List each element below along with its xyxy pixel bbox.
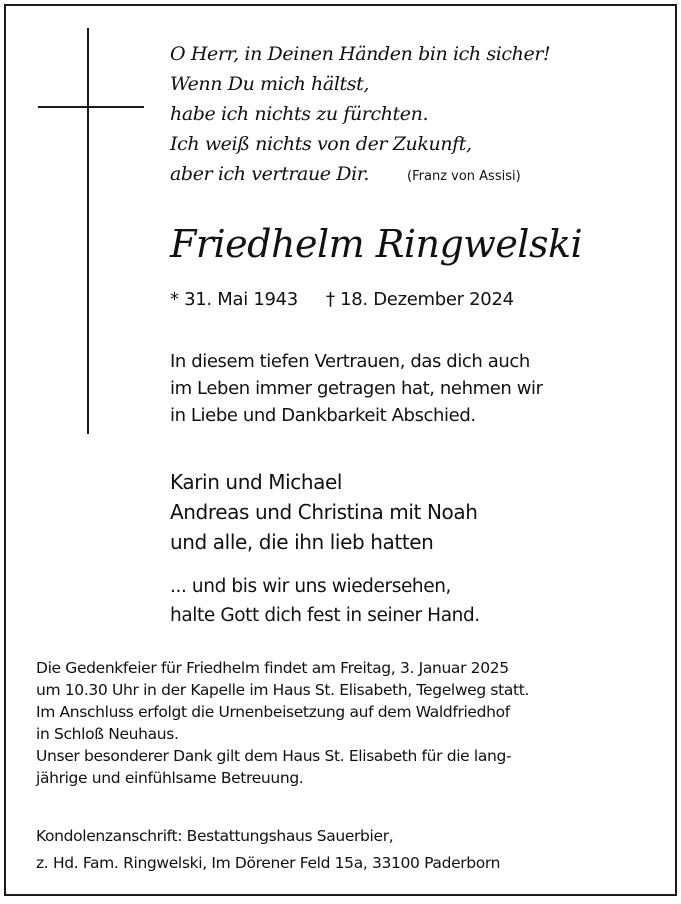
birth-date: * 31. Mai 1943 [170,289,298,310]
farewell-line: im Leben immer getragen hat, nehmen wir [170,378,543,399]
poem-line: Ich weiß nichts von der Zukunft, [170,133,472,155]
poem-line: O Herr, in Deinen Händen bin ich sicher! [170,43,551,65]
poem-line: Wenn Du mich hältst, [170,73,369,95]
death-date: † 18. Dezember 2024 [325,289,514,310]
condolence-line: z. Hd. Fam. Ringwelski, Im Dörener Feld 15a, 33100 Paderborn [36,854,501,872]
closing-verse [170,572,480,630]
ceremony-line: Im Anschluss erfolgt die Urnenbeisetzung auf dem Waldfriedhof [36,703,510,721]
mourner-line: Karin und Michael [170,470,343,494]
farewell-line: In diesem tiefen Vertrauen, das dich auch [170,351,530,372]
cross-vertical-bar [87,28,89,434]
condolence-address [36,823,500,877]
farewell-text [170,348,543,429]
deceased-name: Friedhelm Ringwelski [170,222,583,266]
condolence-line: Kondolenzanschrift: Bestattungshaus Sauerbier, [36,827,394,845]
poem-line: habe ich nichts zu fürchten. [170,103,429,125]
farewell-line: in Liebe und Dankbarkeit Abschied. [170,405,476,426]
ceremony-line: Die Gedenkfeier für Friedhelm findet am Freitag, 3. Januar 2025 [36,659,509,677]
mourner-line: Andreas und Christina mit Noah [170,500,478,524]
closing-line: halte Gott dich fest in seiner Hand. [170,605,480,626]
mourners-list [170,467,477,557]
obituary-notice [4,4,677,896]
ceremony-line: Unser besonderer Dank gilt dem Haus St. Elisabeth für die lang- [36,747,512,765]
ceremony-info [36,657,529,789]
poem-line-text: aber ich vertraue Dir. [170,163,370,185]
mourner-line: und alle, die ihn lieb hatten [170,530,434,554]
cross-horizontal-bar [38,106,144,108]
closing-line: ... und bis wir uns wiedersehen, [170,576,452,597]
poem-attribution: (Franz von Assisi) [407,169,521,184]
ceremony-line: jährige und einfühlsame Betreuung. [36,769,304,787]
poem [170,39,550,192]
ceremony-line: in Schloß Neuhaus. [36,725,179,743]
poem-line-last [170,159,550,192]
life-dates [170,287,514,313]
ceremony-line: um 10.30 Uhr in der Kapelle im Haus St. Elisabeth, Tegelweg statt. [36,681,530,699]
